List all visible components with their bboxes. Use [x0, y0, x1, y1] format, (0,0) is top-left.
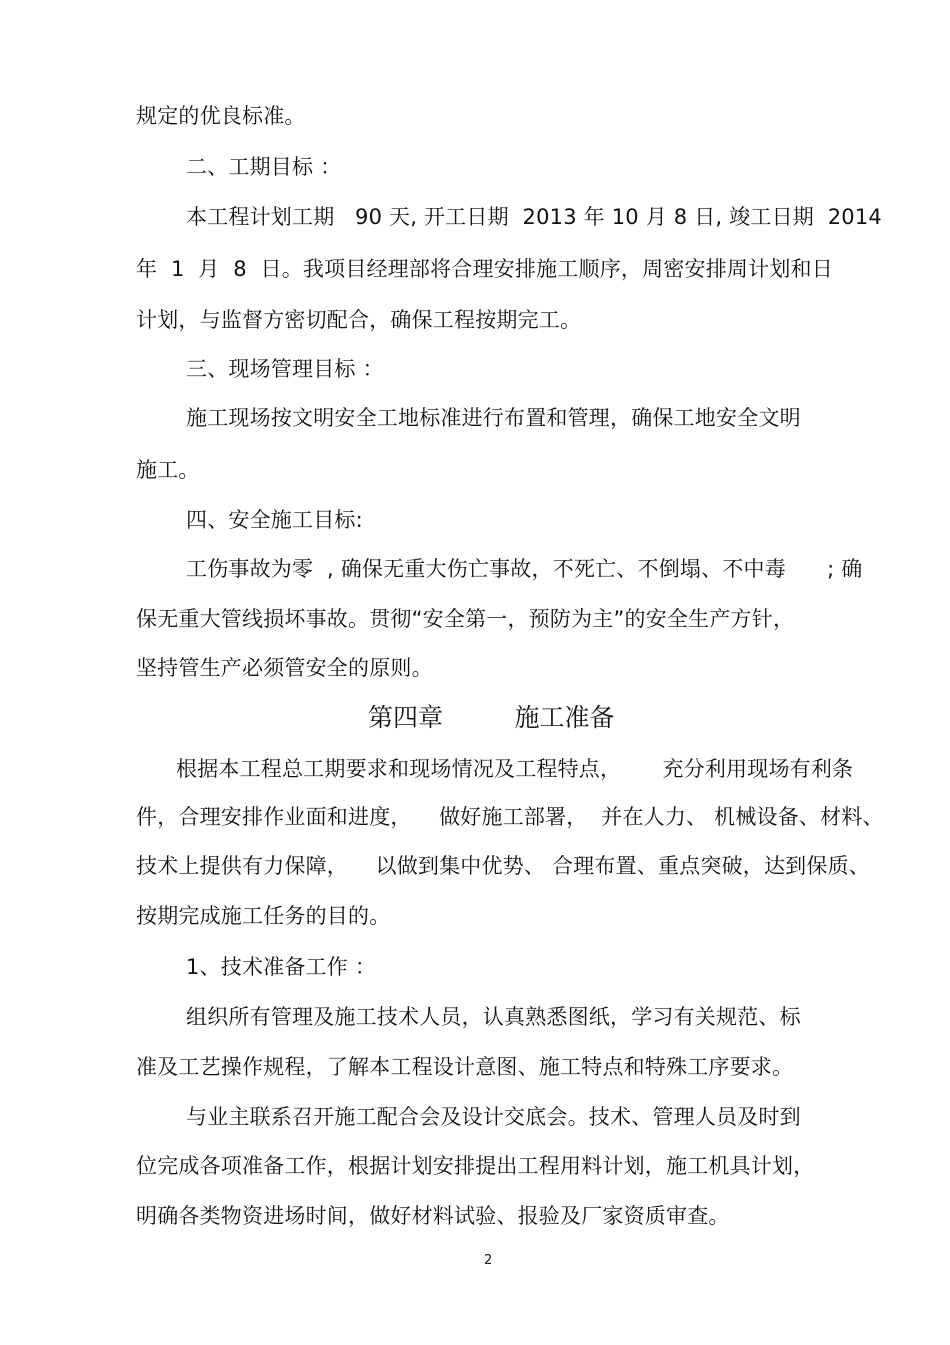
paragraph-line: 位完成各项准备工作，根据计划安排提出工程用料计划，施工机具计划，	[136, 1154, 815, 1178]
paragraph-line: 根据本工程总工期要求和现场情况及工程特点， 充分利用现场有利条	[176, 757, 854, 781]
paragraph-line: 施工。	[136, 458, 200, 482]
paragraph-line: 技术上提供有力保障， 以做到集中优势、 合理布置、重点突破，达到保质、	[136, 854, 870, 878]
paragraph-line: 明确各类物资进场时间，做好材料试验、报验及厂家资质审查。	[136, 1204, 730, 1228]
paragraph-line: 准及工艺操作规程，了解本工程设计意图、施工特点和特殊工序要求。	[136, 1055, 794, 1079]
page-number: 2	[484, 1253, 493, 1268]
paragraph-line: 规定的优良标准。	[136, 104, 306, 128]
paragraph-line: 件，合理安排作业面和进度， 做好施工部署， 并在人力、 机械设备、材料、	[136, 805, 884, 829]
paragraph-line: 工伤事故为零 , 确保无重大伤亡事故，不死亡、不倒塌、不中毒 ; 确	[186, 557, 863, 581]
paragraph-line: 年 1 月 8 日。我项目经理部将合理安排施工顺序，周密安排周计划和日	[136, 257, 833, 281]
paragraph-line: 组织所有管理及施工技术人员，认真熟悉图纸，学习有关规范、标	[186, 1005, 801, 1029]
section-heading-schedule-goal: 二、工期目标 ：	[186, 155, 342, 179]
paragraph-line: 按期完成施工任务的目的。	[136, 904, 391, 928]
section-heading-site-management-goal: 三、现场管理目标 ：	[186, 357, 384, 381]
chapter-heading: 第四章 施工准备	[368, 703, 615, 732]
paragraph-line: 保无重大管线损坏事故。贯彻“安全第一，预防为主”的安全生产方针，	[136, 607, 795, 631]
paragraph-line: 坚持管生产必须管安全的原则。	[136, 656, 433, 680]
paragraph-line: 施工现场按文明安全工地标准进行布置和管理，确保工地安全文明	[186, 406, 801, 430]
section-heading-technical-preparation: 1、技术准备工作 ：	[186, 955, 377, 979]
paragraph-line: 计划，与监督方密切配合，确保工程按期完工。	[136, 308, 582, 332]
section-heading-safety-goal: 四、安全施工目标:	[186, 508, 363, 532]
paragraph-line: 与业主联系召开施工配合会及设计交底会。技术、管理人员及时到	[186, 1105, 801, 1129]
paragraph-line: 本工程计划工期 90 天, 开工日期 2013 年 10 月 8 日, 竣工日期 2014	[186, 205, 882, 229]
